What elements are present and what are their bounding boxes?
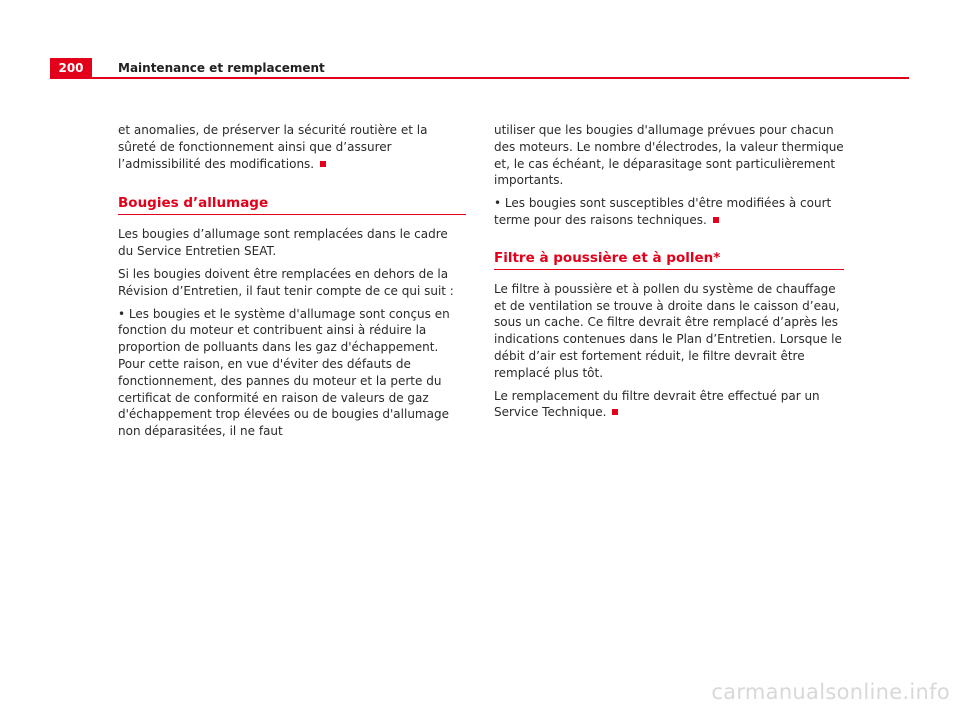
section-title-pollen-filter: Filtre à poussière et à pollen* bbox=[494, 249, 844, 270]
right-column bbox=[494, 122, 844, 427]
end-of-section-icon bbox=[713, 217, 719, 223]
page-number: 200 bbox=[50, 58, 92, 78]
spark-plugs-paragraph-3: • Les bougies et le système d'allumage sont conçus en fonction du moteur et contribuent ainsi à réduire la proportion de polluants dans les gaz d'échappement. Pour cette raison, en vue d'éviter des défauts de fonctionnement, des pannes du moteur et la perte du certificat de conformité en raison de valeurs de gaz d'échappement trop élevées ou de bougies d'allumage non déparasitées, il ne faut bbox=[118, 306, 450, 439]
intro-paragraph bbox=[118, 122, 466, 172]
section-title-spark-plugs: Bougies d’allumage bbox=[118, 194, 466, 215]
pollen-filter-paragraph-2 bbox=[494, 388, 844, 422]
pollen-filter-text: Le remplacement du filtre devrait être effectué par un Service Technique. bbox=[494, 388, 820, 420]
spark-plugs-bullet-paragraph bbox=[494, 195, 844, 229]
header-rule bbox=[50, 77, 909, 79]
end-of-section-icon bbox=[320, 161, 326, 167]
intro-text: et anomalies, de préserver la sécurité routière et la sûreté de fonctionnement ainsi que d’assurer l’admissibilité des modifications. bbox=[118, 123, 428, 171]
spark-plugs-bullet-text: • Les bougies sont susceptibles d'être modifiées à court terme pour des raisons techniques. bbox=[494, 196, 832, 227]
spark-plugs-paragraph-2: Si les bougies doivent être remplacées en dehors de la Révision d’Entretien, il faut tenir compte de ce qui suit : bbox=[118, 266, 454, 298]
running-header-title: Maintenance et remplacement bbox=[118, 61, 325, 75]
spark-plugs-continued-paragraph: utiliser que les bougies d'allumage prévues pour chacun des moteurs. Le nombre d'électrodes, la valeur thermique et, le cas échéant, le déparasitage sont particulièrement importants. bbox=[494, 123, 844, 188]
watermark: carmanualsonline.info bbox=[711, 680, 950, 704]
pollen-filter-paragraph-1: Le filtre à poussière et à pollen du système de chauffage et de ventilation se trouve à droite dans le caisson d’eau, sous un cache. Ce filtre devrait être remplacé d’après les indications contenues dans le Plan d’Entretien. Lorsque le débit d’air est fortement réduit, le filtre devrait être remplacé plus tôt. bbox=[494, 281, 842, 380]
left-column bbox=[118, 122, 466, 446]
spark-plugs-paragraph-1: Les bougies d’allumage sont remplacées dans le cadre du Service Entretien SEAT. bbox=[118, 227, 448, 259]
end-of-section-icon bbox=[612, 409, 618, 415]
